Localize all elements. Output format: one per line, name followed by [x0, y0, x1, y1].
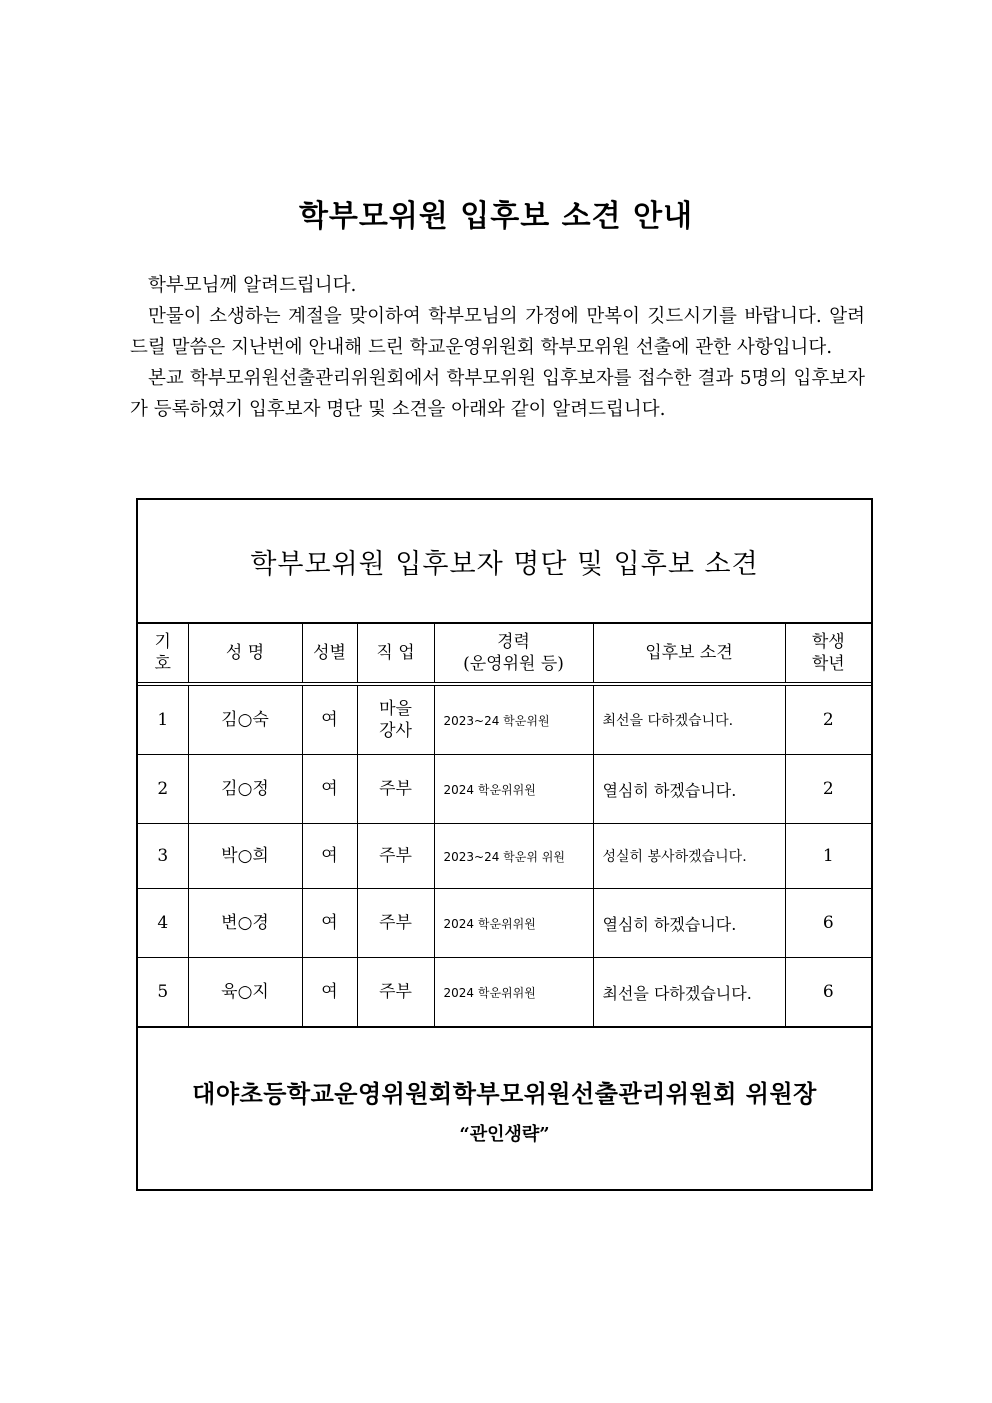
body-paragraph-2: 본교 학부모위원선출관리위원회에서 학부모위원 입후보자를 접수한 결과 5명의 입후보자가 등록하였기 입후보자 명단 및 소견을 아래와 같이 알려드립니다. [130, 368, 865, 420]
row-pledge: 열심히 하겠습니다. [593, 755, 785, 824]
table-row [138, 889, 871, 958]
row-pledge: 성실히 봉사하겠습니다. [593, 824, 785, 889]
header-gender: 성별 [302, 624, 357, 684]
row-career: 2023~24 학운위원 [434, 684, 593, 755]
row-career: 2024 학운위위원 [434, 889, 593, 958]
row-grade: 2 [785, 684, 871, 755]
row-grade: 1 [785, 824, 871, 889]
header-job: 직 업 [357, 624, 434, 684]
table-row [138, 824, 871, 889]
header-grade: 학생 학년 [785, 624, 871, 684]
header-name: 성 명 [188, 624, 302, 684]
table-row [138, 755, 871, 824]
row-job: 주부 [357, 755, 434, 824]
page-title: 학부모위원 입후보 소견 안내 [298, 199, 694, 234]
row-pledge: 열심히 하겠습니다. [593, 889, 785, 958]
row-career: 2024 학운위위원 [434, 755, 593, 824]
table-row [138, 958, 871, 1028]
row-name: 김○숙 [188, 684, 302, 755]
row-grade: 2 [785, 755, 871, 824]
candidate-box [136, 498, 873, 1191]
row-gender: 여 [302, 824, 357, 889]
header-number: 기 호 [138, 624, 188, 684]
table-row [138, 684, 871, 755]
row-gender: 여 [302, 755, 357, 824]
row-grade: 6 [785, 958, 871, 1028]
row-name: 육○지 [188, 958, 302, 1028]
row-gender: 여 [302, 889, 357, 958]
row-number: 5 [138, 958, 188, 1028]
candidate-table [138, 624, 871, 1028]
box-title: 학부모위원 입후보자 명단 및 입후보 소견 [138, 500, 871, 624]
committee-signature: 대야초등학교운영위원회학부모위원선출관리위원회 위원장 [192, 1079, 817, 1108]
row-pledge: 최선을 다하겠습니다. [593, 958, 785, 1028]
header-pledge: 입후보 소견 [593, 624, 785, 684]
row-job: 주부 [357, 824, 434, 889]
row-number: 1 [138, 684, 188, 755]
row-job: 주부 [357, 958, 434, 1028]
greeting-paragraph: 학부모님께 알려드립니다. [148, 275, 357, 296]
row-career: 2024 학운위위원 [434, 958, 593, 1028]
row-name: 박○희 [188, 824, 302, 889]
row-name: 김○정 [188, 755, 302, 824]
row-gender: 여 [302, 958, 357, 1028]
row-number: 3 [138, 824, 188, 889]
row-gender: 여 [302, 684, 357, 755]
header-career: 경력 (운영위원 등) [434, 624, 593, 684]
row-number: 4 [138, 889, 188, 958]
row-pledge: 최선을 다하겠습니다. [593, 684, 785, 755]
body-paragraph-1: 만물이 소생하는 계절을 맞이하여 학부모님의 가정에 만복이 깃드시기를 바랍니다. 알려드릴 말씀은 지난번에 안내해 드린 학교운영위원회 학부모위원 선출에 관한 사항입니다. [130, 306, 865, 358]
seal-omitted-note: “관인생략” [459, 1124, 550, 1145]
row-name: 변○경 [188, 889, 302, 958]
row-job: 주부 [357, 889, 434, 958]
row-number: 2 [138, 755, 188, 824]
intro-text [130, 270, 865, 425]
row-job: 마을 강사 [357, 684, 434, 755]
row-grade: 6 [785, 889, 871, 958]
table-header-row [138, 624, 871, 684]
row-career: 2023~24 학운위 위원 [434, 824, 593, 889]
